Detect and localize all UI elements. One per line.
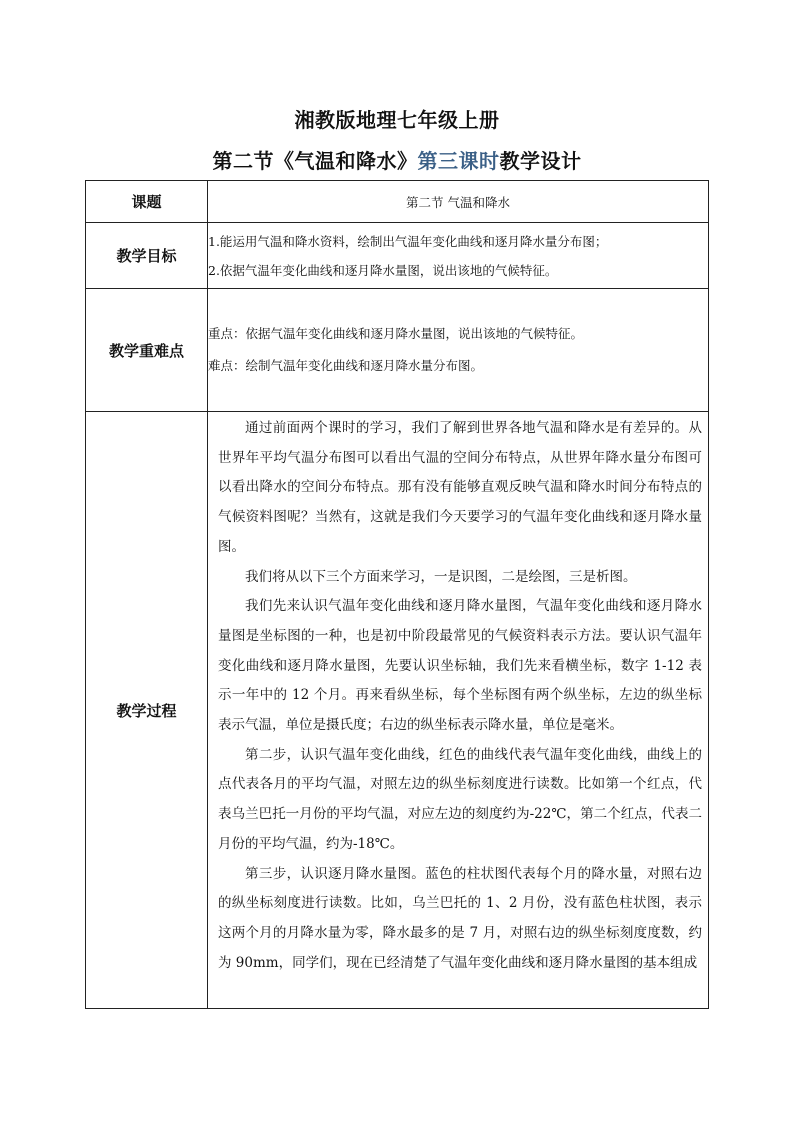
topic-label: 课题 bbox=[86, 181, 208, 223]
subtitle-design: 教学设计 bbox=[499, 149, 582, 173]
process-paragraph: 我们将从以下三个方面来学习，一是识图，二是绘图，三是析图。 bbox=[245, 568, 637, 585]
document-title: 湘教版地理七年级上册 bbox=[294, 108, 500, 132]
objectives-label: 教学目标 bbox=[86, 223, 208, 289]
process-paragraph: 第三步，认识逐月降水量图。蓝色的柱状图代表每个月的降水量，对照右边的纵坐标刻度进行读数。比如，乌兰巴托的 1、2 月份，没有蓝色柱状图，表示这两个月的月降水量为零，降水最多的是 7 月，对照右边的纵坐标刻度度数，约为 90mm，同学们，现在已经清楚了气温年变化曲线和逐月降水量图的基本组成 bbox=[218, 865, 702, 971]
subtitle-section: 第二节《气温和降水》 bbox=[212, 149, 418, 173]
keypoint-text: 重点：依据气温年变化曲线和逐月降水量图，说出该地的气候特征。 bbox=[208, 326, 584, 341]
objective-item: 2.依据气温年变化曲线和逐月降水量图，说出该地的气候特征。 bbox=[208, 262, 558, 278]
objective-item: 1.能运用气温和降水资料，绘制出气温年变化曲线和逐月降水量分布图； bbox=[208, 233, 608, 249]
table-row bbox=[86, 289, 709, 412]
keypoints-label: 教学重难点 bbox=[86, 289, 208, 412]
table-row bbox=[86, 412, 709, 1009]
subtitle-lesson: 第三课时 bbox=[417, 149, 500, 173]
lesson-plan-table bbox=[85, 180, 709, 1009]
objectives-cell bbox=[208, 223, 709, 289]
process-paragraph: 我们先来认识气温年变化曲线和逐月降水量图，气温年变化曲线和逐月降水量图是坐标图的一种，也是初中阶段最常见的气候资料表示方法。要认识气温年变化曲线和逐月降水量图，先要认识坐标轴，我们先来看横坐标，数字 1-12 表示一年中的 12 个月。再来看纵坐标，每个坐标图有两个纵坐标，左边的纵坐标表示气温，单位是摄氏度；右边的纵坐标表示降水量，单位是毫米。 bbox=[218, 598, 702, 734]
process-paragraph: 通过前面两个课时的学习，我们了解到世界各地气温和降水是有差异的。从世界年平均气温分布图可以看出气温的空间分布特点，从世界年降水量分布图可以看出降水的空间分布特点。那有没有能够直观反映气温和降水时间分布特点的气候资料图呢？当然有，这就是我们今天要学习的气温年变化曲线和逐月降水量图。 bbox=[218, 420, 702, 555]
table-row bbox=[86, 223, 709, 289]
difficulty-text: 难点：绘制气温年变化曲线和逐月降水量分布图。 bbox=[208, 358, 484, 373]
topic-value: 第二节 气温和降水 bbox=[208, 181, 709, 223]
table-row bbox=[86, 181, 709, 223]
process-cell bbox=[208, 412, 709, 1009]
process-label: 教学过程 bbox=[86, 412, 208, 1009]
process-paragraph: 第二步，认识气温年变化曲线，红色的曲线代表气温年变化曲线，曲线上的点代表各月的平均气温，对照左边的纵坐标刻度进行读数。比如第一个红点，代表乌兰巴托一月份的平均气温，对应左边的刻度约为-22℃，第二个红点，代表二月份的平均气温，约为-18℃。 bbox=[218, 746, 702, 852]
document-subtitle bbox=[0, 145, 794, 174]
keypoints-cell bbox=[208, 289, 709, 412]
